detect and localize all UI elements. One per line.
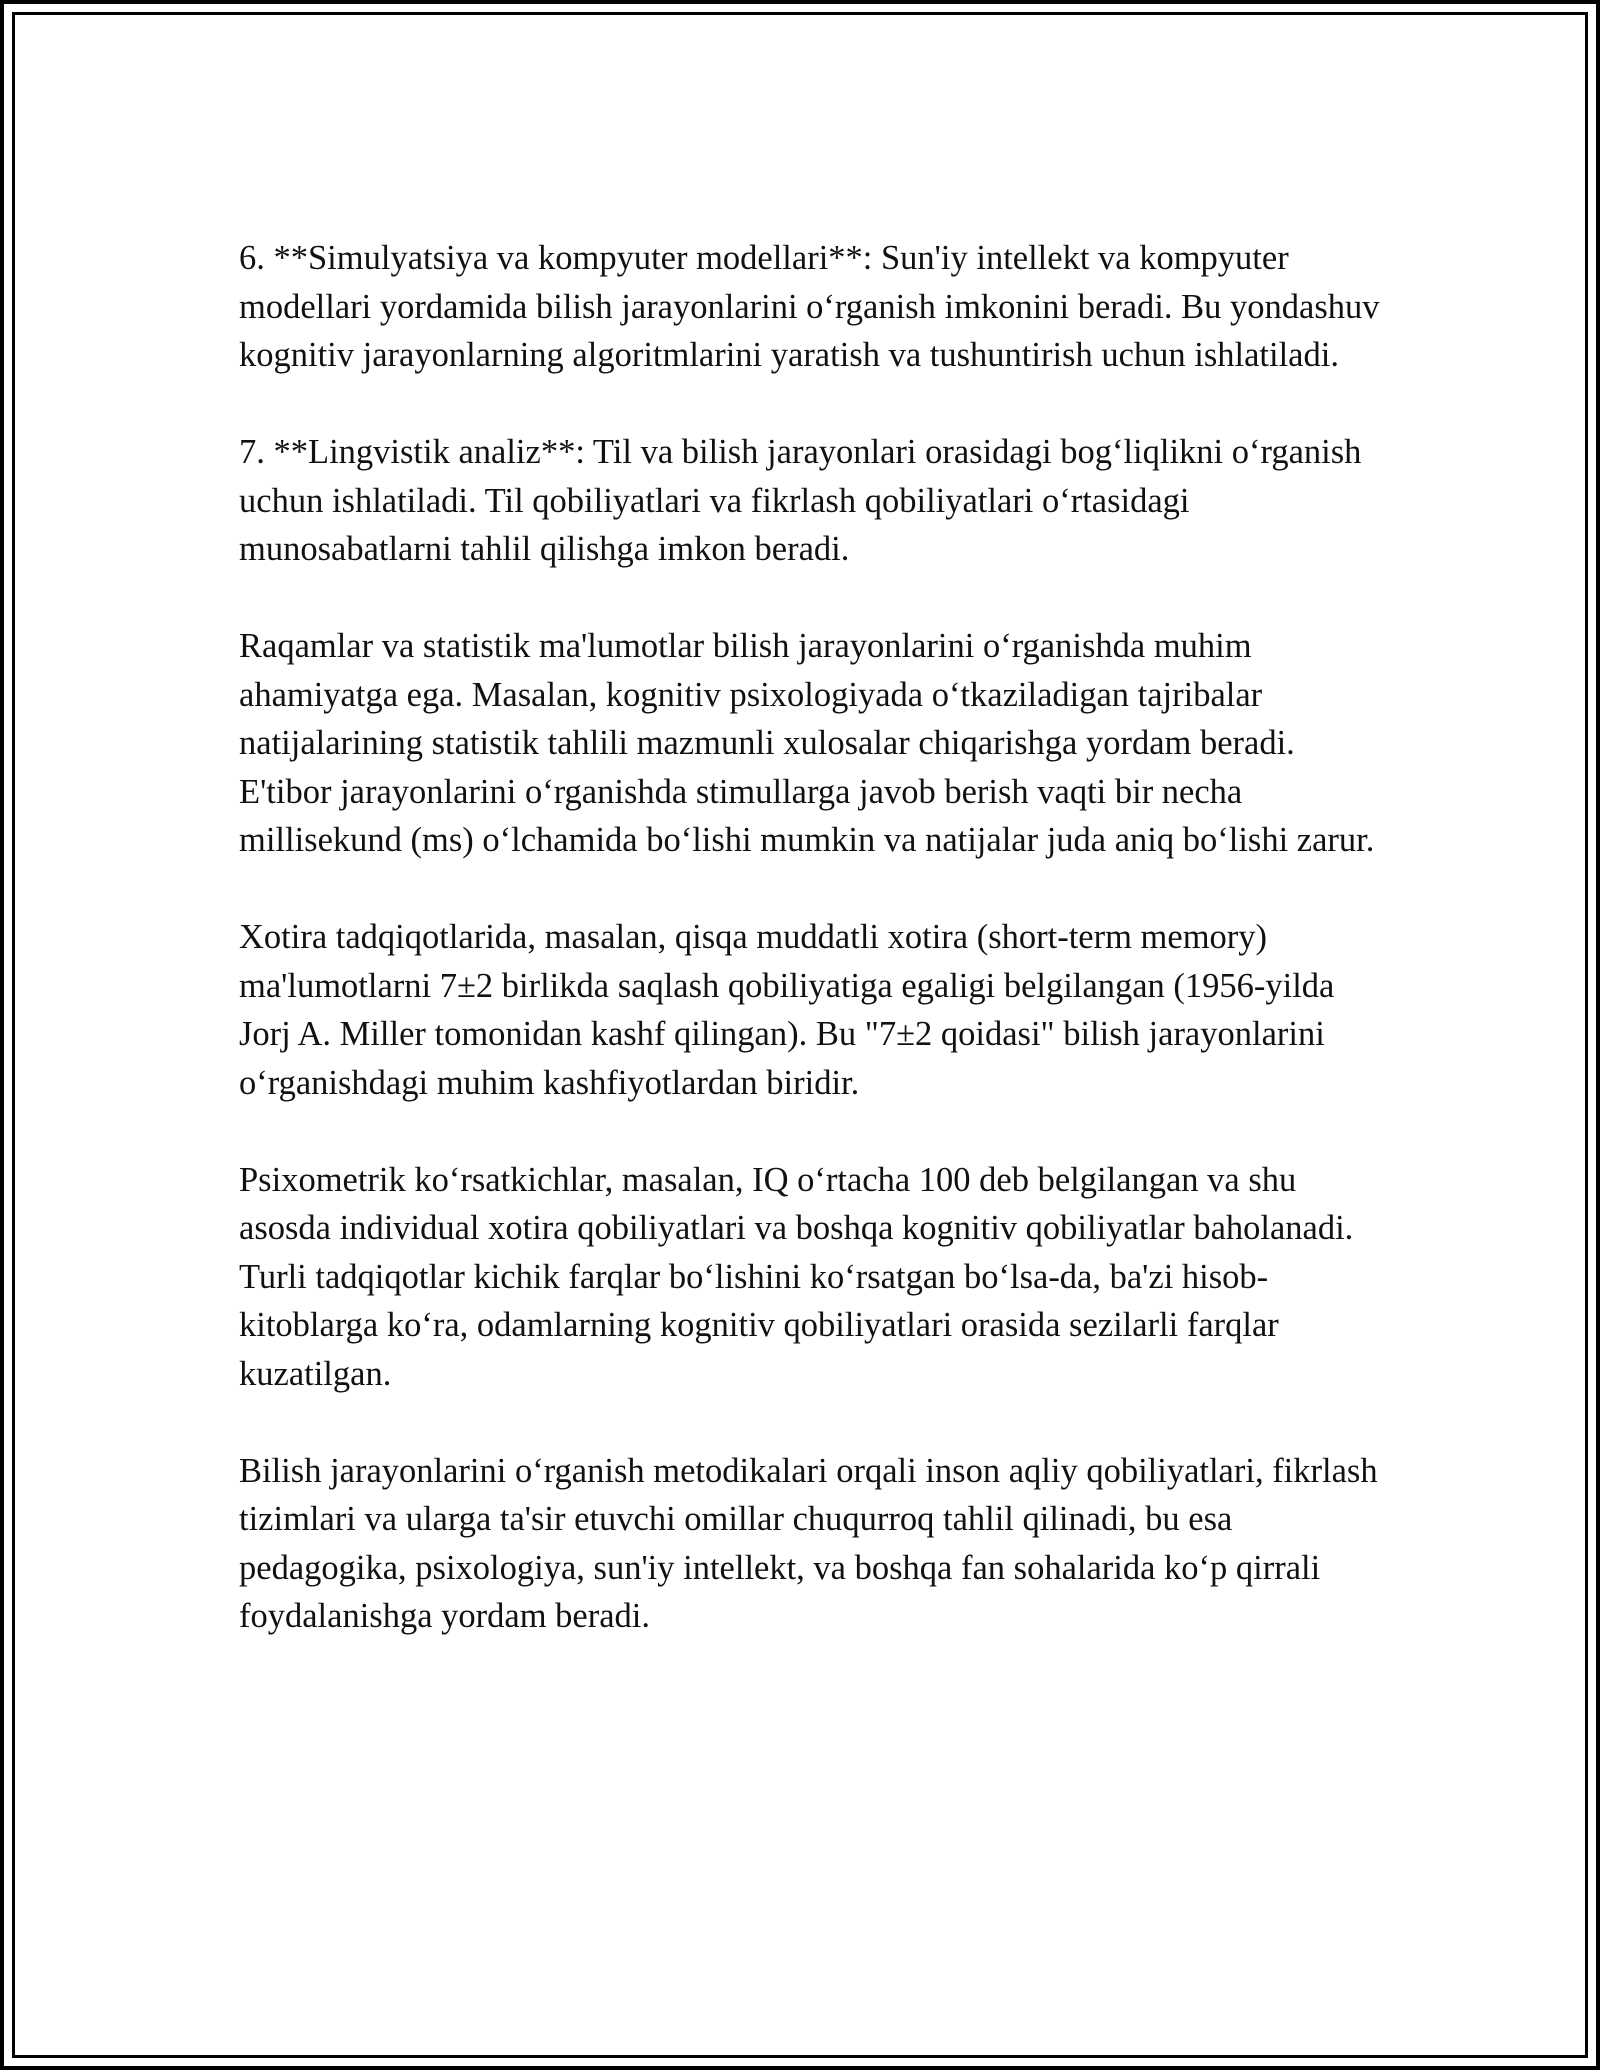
paragraph-simulation-models: 6. **Simulyatsiya va kompyuter modellari**: Sun'iy intellekt va kompyuter modellari yordamida bilish jarayonlarini o‘rganish imkonini beradi. Bu yondashuv kognitiv jarayonlarning algoritmlarini yaratish va tushuntirish uchun ishlatiladi. [239,239,1380,374]
paragraph-linguistic-analysis: 7. **Lingvistik analiz**: Til va bilish jarayonlari orasidagi bog‘liqlikni o‘rganish uchun ishlatiladi. Til qobiliyatlari va fikrlash qobiliyatlari o‘rtasidagi munosabatlarni tahlil qilishga imkon beradi. [239,433,1362,568]
document-body [239,234,1389,1689]
paragraph-psychometrics: Psixometrik ko‘rsatkichlar, masalan, IQ o‘rtacha 100 deb belgilangan va shu asosda individual xotira qobiliyatlari va boshqa kognitiv qobiliyatlar baholanadi. Turli tadqiqotlar kichik farqlar bo‘lishini ko‘rsatgan bo‘lsa-da, ba'zi hisob-kitoblarga ko‘ra, odamlarning kognitiv qobiliyatlari orasida sezilarli farqlar kuzatilgan. [239,1160,1354,1393]
paragraph-memory-research: Xotira tadqiqotlarida, masalan, qisqa muddatli xotira (short-term memory) ma'lumotlarni 7±2 birlikda saqlash qobiliyatiga egaligi belgilangan (1956-yilda Jorj A. Miller tomonidan kashf qilingan). Bu "7±2 qoidasi" bilish jarayonlarini o‘rganishdagi muhim kashfiyotlardan biridir. [239,918,1335,1102]
paragraph-conclusion: Bilish jarayonlarini o‘rganish metodikalari orqali inson aqliy qobiliyatlari, fikrlash tizimlari va ularga ta'sir etuvchi omillar chuqurroq tahlil qilinadi, bu esa pedagogika, psixologiya, sun'iy intellekt, va boshqa fan sohalarida ko‘p qirrali foydalanishga yordam beradi. [239,1451,1378,1635]
paragraph-statistics: Raqamlar va statistik ma'lumotlar bilish jarayonlarini o‘rganishda muhim ahamiyatga ega. Masalan, kognitiv psixologiyada o‘tkaziladigan tajribalar natijalarining statistik tahlili mazmunli xulosalar chiqarishga yordam beradi. E'tibor jarayonlarini o‘rganishda stimullarga javob berish vaqti bir necha millisekund (ms) o‘lchamida bo‘lishi mumkin va natijalar juda aniq bo‘lishi zarur. [239,627,1375,859]
